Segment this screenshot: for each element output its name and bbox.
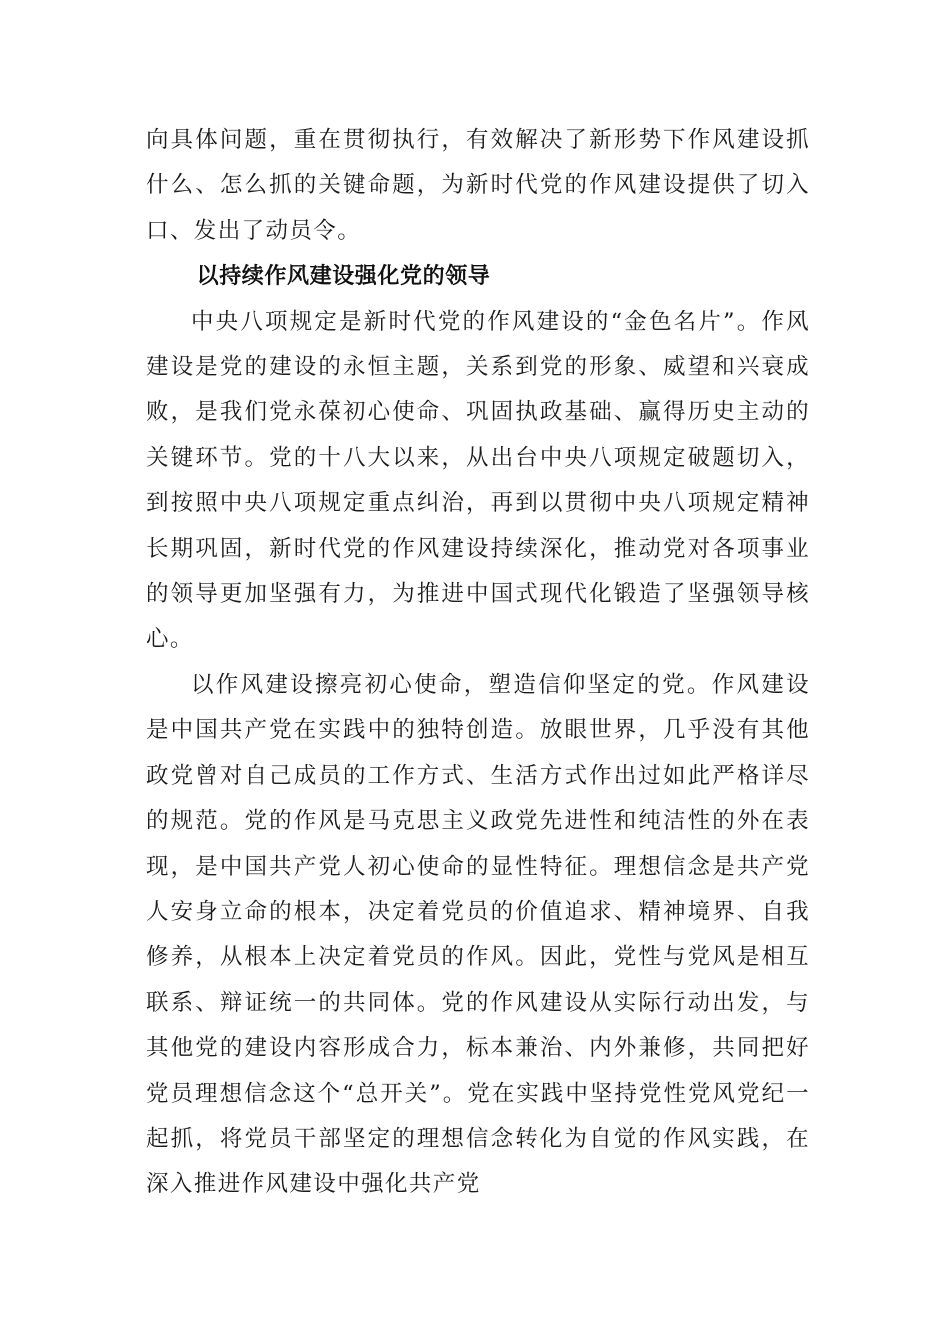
paragraph-continuation: 向具体问题，重在贯彻执行，有效解决了新形势下作风建设抓什么、怎么抓的关键命题，为新时代党的作风建设提供了切入口、发出了动员令。 — [146, 127, 810, 244]
article-body — [146, 118, 810, 1208]
paragraph: 以作风建设擦亮初心使命，塑造信仰坚定的党。作风建设是中国共产党在实践中的独特创造。放眼世界，几乎没有其他政党曾对自己成员的工作方式、生活方式作出过如此严格详尽的规范。党的作风是马克思主义政党先进性和纯洁性的外在表现，是中国共产党人初心使命的显性特征。理想信念是共产党人安身立命的根本，决定着党员的价值追求、精神境界、自我修养，从根本上决定着党员的作风。因此，党性与党风是相互联系、辩证统一的共同体。党的作风建设从实际行动出发，与其他党的建设内容形成合力，标本兼治、内外兼修，共同把好党员理想信念这个“总开关”。党在实践中坚持党性党风党纪一起抓，将党员干部坚定的理想信念转化为自觉的作风实践，在深入推进作风建设中强化共产党 — [146, 671, 810, 1198]
paragraph: 中央八项规定是新时代党的作风建设的“金色名片”。作风建设是党的建设的永恒主题，关系到党的形象、威望和兴衰成败，是我们党永葆初心使命、巩固执政基础、赢得历史主动的关键环节。党的十八大以来，从出台中央八项规定破题切入，到按照中央八项规定重点纠治，再到以贯彻中央八项规定精神长期巩固，新时代党的作风建设持续深化，推动党对各项事业的领导更加坚强有力，为推进中国式现代化锻造了坚强领导核心。 — [146, 308, 810, 653]
section-heading: 以持续作风建设强化党的领导 — [196, 264, 491, 290]
